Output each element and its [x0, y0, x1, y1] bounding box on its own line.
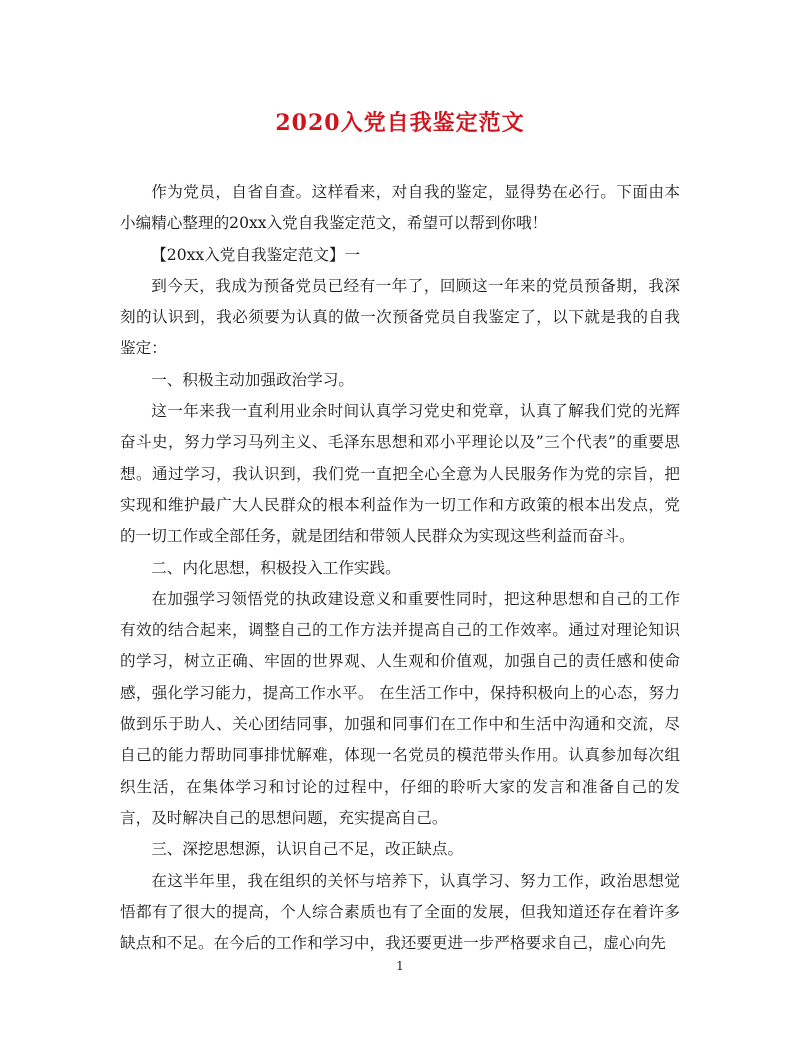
paragraph-point-two-heading: 二、内化思想，积极投入工作实践。 [151, 558, 401, 577]
paragraph-point-two-body: 在加强学习领悟党的执政建设意义和重要性同时，把这种思想和自己的工作有效的结合起来，调整自己的工作方法并提高自己的工作效率。通过对理论知识的学习，树立正确、牢固的世界观、人生观和价值观，加强自己的责任感和使命感，强化学习能力，提高工作水平。 在生活工作中，保持积极向上的心态，努力做到乐于助人、关心团结同事，加强和同事们在工作中和生活中沟通和交流，尽自己的能力帮助同事排忧解难，体现一名党员的模范带头作用。认真参加每次组织生活，在集体学习和讨论的过程中，仔细的聆听大家的发言和准备自己的发言，及时解决自己的思想问题，充实提高自己。 [120, 589, 680, 827]
paragraph-point-one-body: 这一年来我一直利用业余时间认真学习党史和党章，认真了解我们党的光辉奋斗史，努力学习马列主义、毛泽东思想和邓小平理论以及”三个代表”的重要思想。通过学习，我认识到，我们党一直把全心全意为人民服务作为党的宗旨，把实现和维护最广大人民群众的根本利益作为一切工作和方政策的根本出发点，党的一切工作或全部任务，就是团结和带领人民群众为实现这些利益而奋斗。 [120, 402, 680, 546]
paragraph-point-one-heading: 一、积极主动加强政治学习。 [151, 370, 354, 389]
paragraph-opening: 到今天，我成为预备党员已经有一年了，回顾这一年来的党员预备期，我深刻的认识到，我必须要为认真的做一次预备党员自我鉴定了，以下就是我的自我鉴定： [120, 276, 680, 358]
paragraph-section-heading: 【20xx入党自我鉴定范文】一 [151, 245, 361, 264]
page-title: 2020入党自我鉴定范文 [275, 110, 525, 136]
paragraph-point-three-heading: 三、深挖思想源，认识自己不足，改正缺点。 [151, 840, 464, 859]
paragraph-point-three-body: 在这半年里，我在组织的关怀与培养下，认真学习、努力工作，政治思想觉悟都有了很大的提高，个人综合素质也有了全面的发展，但我知道还存在着许多缺点和不足。在今后的工作和学习中，我还要更进一步严格要求自己，虚心向先 [120, 871, 680, 953]
document-body [120, 177, 680, 959]
paragraph-intro: 作为党员，自省自查。这样看来，对自我的鉴定，显得势在必行。下面由本小编精心整理的20xx入党自我鉴定范文，希望可以帮到你哦！ [120, 183, 680, 233]
page-number: 1 [396, 959, 404, 973]
